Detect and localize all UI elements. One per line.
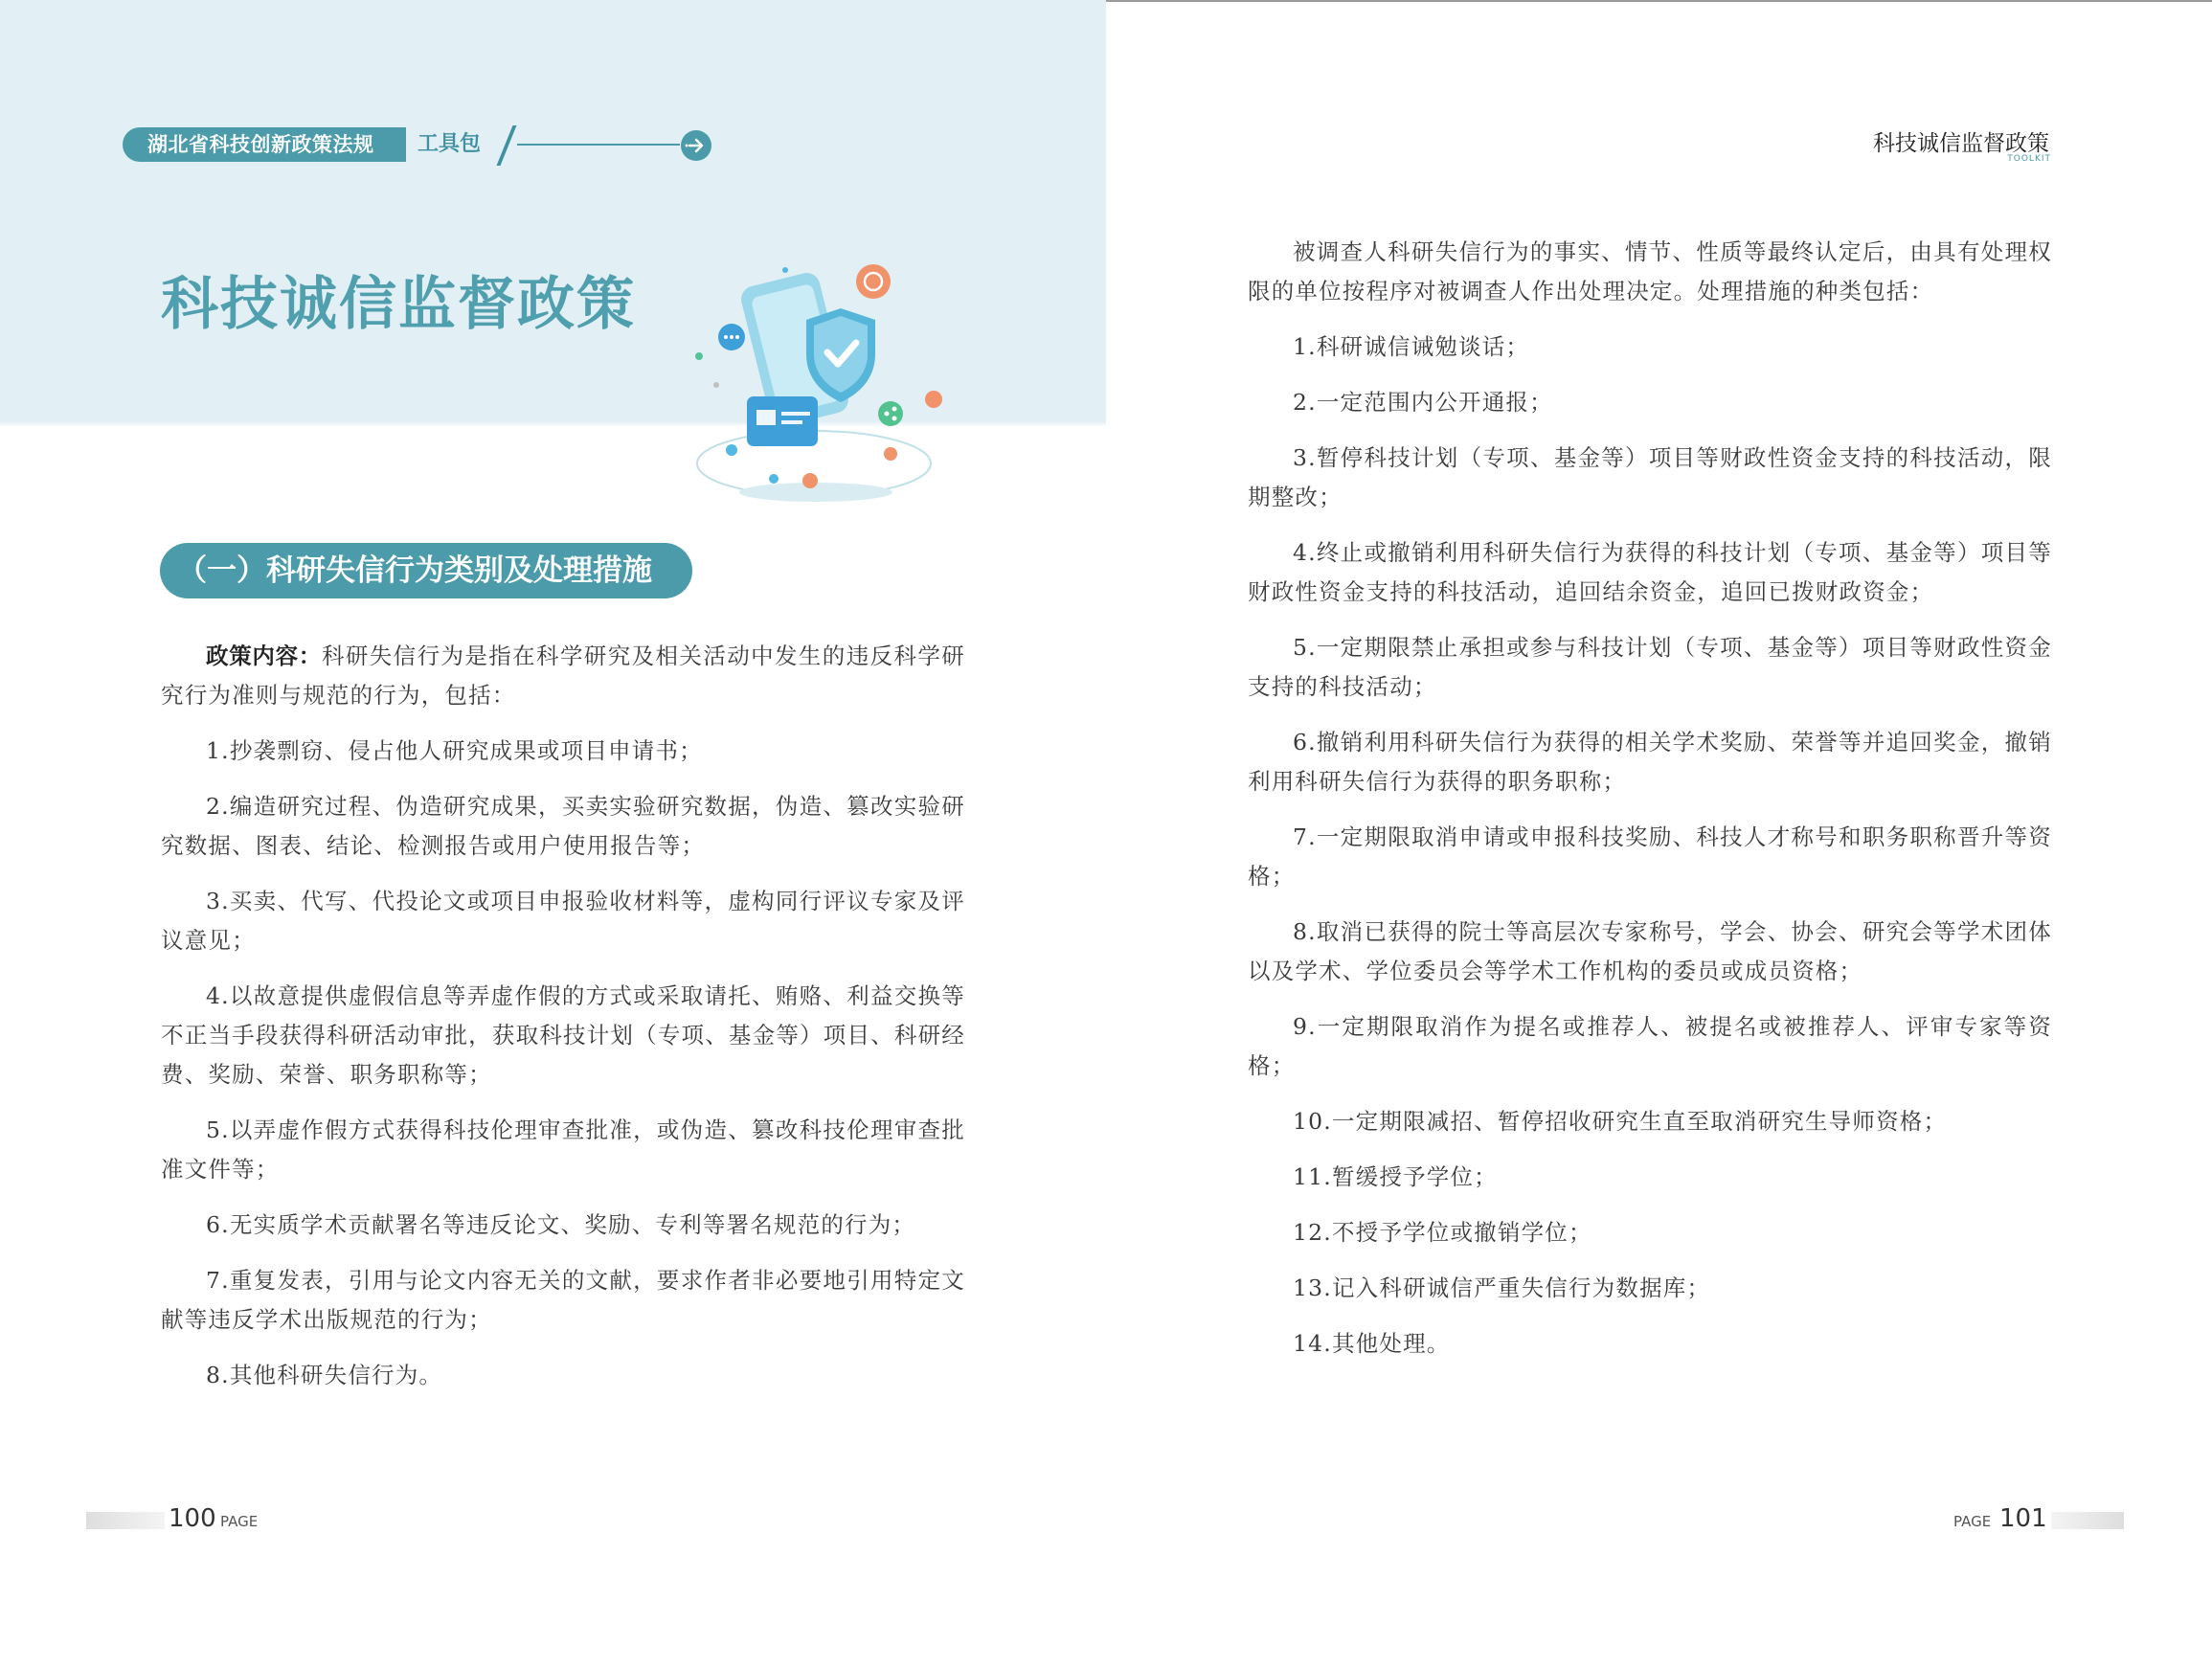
footer-bar [86,1512,165,1529]
page-number: 101 [1999,1504,2047,1533]
list-item: 3.暂停科技计划（专项、基金等）项目等财政性资金支持的科技活动，限期整改； [1248,444,2052,510]
footer-bar [2051,1512,2124,1529]
series-header-pill [123,127,406,162]
intro-text: 科研失信行为是指在科学研究及相关活动中发生的违反科学研究行为准则与规范的行为，包括： [161,643,965,709]
list-item: 8.其他科研失信行为。 [206,1362,443,1388]
intro-paragraph: 被调查人科研失信行为的事实、情节、性质等最终认定后，由具有处理权限的单位按程序对被调查人作出处理决定。处理措施的种类包括： [1248,238,2052,304]
page-label: PAGE [220,1513,259,1530]
list-item: 9.一定期限取消作为提名或推荐人、被提名或被推荐人、评审专家等资格； [1248,1013,2052,1079]
section-heading-text: （一）科研失信行为类别及处理措施 [177,553,652,588]
running-header-subtitle: TOOLKIT [2007,154,2051,164]
header-rule [517,144,680,146]
intro-label: 政策内容： [206,643,322,669]
series-header-slant [387,127,406,162]
intro-paragraph [161,637,965,715]
list-item: 13.记入科研诚信严重失信行为数据库； [1293,1274,1711,1301]
list-item: 14.其他处理。 [1293,1330,1451,1357]
phone-shield-illustration [670,251,958,519]
list-item: 2.一定范围内公开通报； [1293,389,1553,416]
list-item: 7.一定期限取消申请或申报科技奖励、科技人才称号和职务职称晋升等资格； [1248,823,2052,890]
page-title: 科技诚信监督政策 [161,271,636,338]
list-item: 11.暂缓授予学位； [1293,1163,1498,1190]
list-item: 3.买卖、代写、代投论文或项目申报验收材料等，虚构同行评议专家及评议意见； [161,888,965,954]
running-header-title: 科技诚信监督政策 [1873,131,2049,156]
page-label: PAGE [1953,1513,1992,1530]
section-heading [160,543,692,598]
arrow-circle-icon [681,130,711,161]
list-item: 12.不授予学位或撤销学位； [1293,1219,1592,1246]
right-body [1248,233,2052,1380]
list-item: 5.以弄虚作假方式获得科技伦理审查批准，或伪造、篡改科技伦理审查批准文件等； [161,1116,965,1183]
page-number: 100 [169,1504,216,1533]
list-item: 1.抄袭剽窃、侵占他人研究成果或项目申请书； [206,737,703,764]
list-item: 1.科研诚信诫勉谈话； [1293,333,1530,360]
list-item: 10.一定期限减招、暂停招收研究生直至取消研究生导师资格； [1293,1108,1948,1135]
list-item: 8.取消已获得的院士等高层次专家称号，学会、协会、研究会等学术团体以及学术、学位委员会等学术工作机构的委员或成员资格； [1248,918,2052,984]
list-item: 2.编造研究过程、伪造研究成果，买卖实验研究数据，伪造、篡改实验研究数据、图表、结论、检测报告或用户使用报告等； [161,793,965,859]
list-item: 7.重复发表，引用与论文内容无关的文献，要求作者非必要地引用特定文献等违反学术出版规范的行为； [161,1267,965,1333]
series-header-text: 湖北省科技创新政策法规 [147,133,374,156]
toolkit-label: 工具包 [418,132,482,156]
list-item: 6.撤销利用科研失信行为获得的相关学术奖励、荣誉等并追回奖金，撤销利用科研失信行为获得的职务职称； [1248,729,2052,795]
list-item: 4.终止或撤销利用科研失信行为获得的科技计划（专项、基金等）项目等财政性资金支持的科技活动，追回结余资金，追回已拨财政资金； [1248,539,2052,605]
list-item: 6.无实质学术贡献署名等违反论文、奖励、专利等署名规范的行为； [206,1211,916,1238]
list-item: 5.一定期限禁止承担或参与科技计划（专项、基金等）项目等财政性资金支持的科技活动； [1248,634,2052,700]
left-body [161,637,965,1411]
list-item: 4.以故意提供虚假信息等弄虚作假的方式或采取请托、贿赂、利益交换等不正当手段获得科研活动审批，获取科技计划（专项、基金等）项目、科研经费、奖励、荣誉、职务职称等； [161,982,965,1088]
